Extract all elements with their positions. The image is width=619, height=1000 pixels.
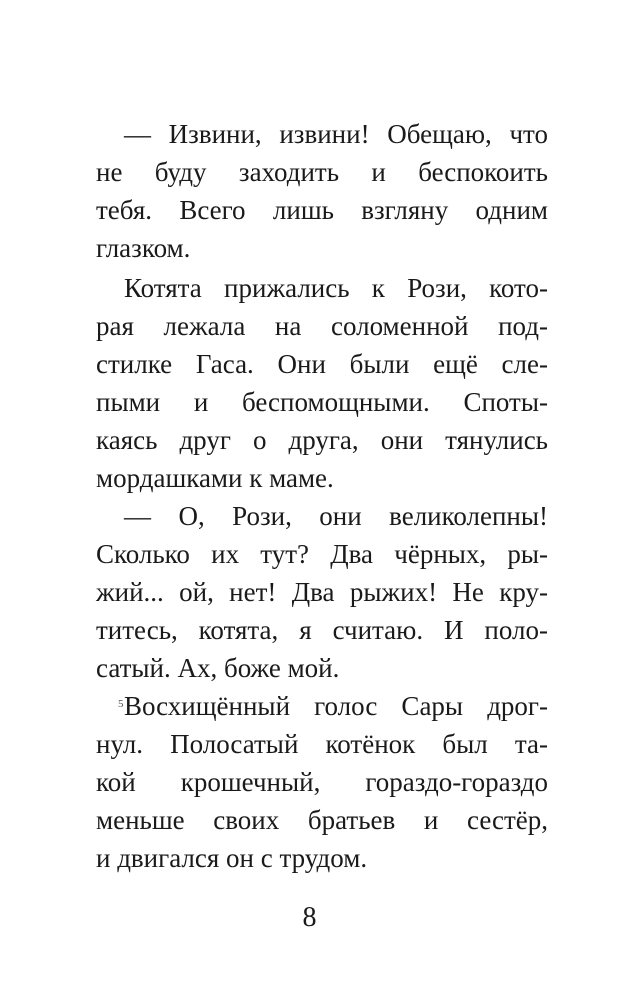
text-line: и двигался он с трудом. [96,843,368,873]
text-line: Сколько их тут? Два чёрных, ры- [96,539,548,569]
text-line: стилке Гаса. Они были ещё сле- [96,349,548,379]
page-number: 8 [302,902,317,933]
text-line: титесь, котята, я считаю. И поло- [96,615,548,645]
text-line: меньше своих братьев и сестёр, [96,805,548,835]
text-line: — Извини, извини! Обещаю, что [124,119,548,149]
text-line: пыми и беспомощными. Споты- [96,387,548,417]
text-line: глазком. [96,233,191,263]
text-line: сатый. Ах, боже мой. [96,653,340,683]
line-marker: 5 [118,698,124,710]
text-line: каясь друг о друга, они тянулись [96,425,548,455]
text-line: не буду заходить и беспокоить [96,157,548,187]
text-line: тебя. Всего лишь взгляну одним [96,195,548,225]
text-line: — О, Рози, они великолепны! [124,501,548,531]
text-line: рая лежала на соломенной под- [96,311,548,341]
text-line: жий... ой, нет! Два рыжих! Не кру- [96,577,548,607]
text-line: Котята прижались к Рози, кото- [124,273,548,303]
text-line: мордашками к маме. [96,463,334,493]
text-line: нул. Полосатый котёнок был та- [96,729,548,759]
text-line: Восхищённый голос Сары дрог- [124,691,548,721]
text-line: кой крошечный, гораздо-гораздо [96,767,548,797]
